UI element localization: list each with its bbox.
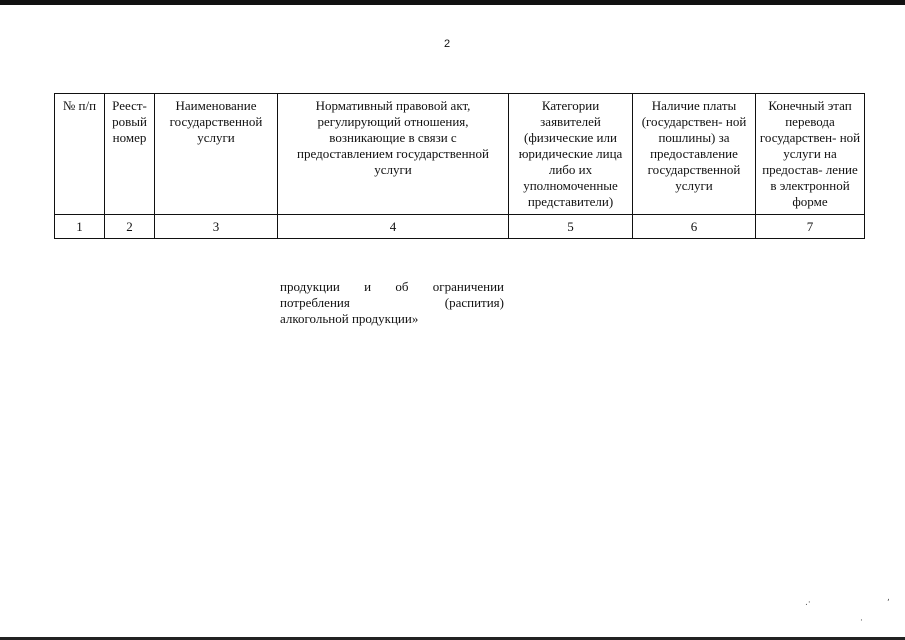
header-fee: Наличие платы (государствен- ной пошлины) за предоставление государственной услуги xyxy=(633,94,756,215)
page-number: 2 xyxy=(444,38,451,50)
header-legal-act: Нормативный правовой акт, регулирующий отношения, возникающие в связи с предоставлением государственной услуги xyxy=(278,94,509,215)
continuation-line: продукции и об ограничении xyxy=(280,279,504,294)
column-number-cell: 6 xyxy=(633,215,756,239)
scan-speck: , xyxy=(887,593,890,603)
header-applicant-categories: Категории заявителей (физические или юридические лица либо их уполномоченные представители) xyxy=(509,94,633,215)
column-number-cell: 2 xyxy=(105,215,155,239)
header-number: № п/п xyxy=(55,94,105,215)
header-registry-number: Реест- ровый номер xyxy=(105,94,155,215)
top-border-rule xyxy=(0,0,905,5)
scan-speck: · xyxy=(860,616,863,626)
column-number-cell: 5 xyxy=(509,215,633,239)
column-number-cell: 7 xyxy=(756,215,865,239)
column-number-cell: 1 xyxy=(55,215,105,239)
continuation-line: потребления (распития) xyxy=(280,295,504,310)
services-table xyxy=(54,93,865,239)
table-header-row xyxy=(55,94,865,215)
column-numbers-row xyxy=(55,215,865,239)
header-service-name: Наименование государственной услуги xyxy=(155,94,278,215)
continuation-line: алкогольной продукции» xyxy=(280,311,419,326)
header-final-stage: Конечный этап перевода государствен- ной услуги на предостав- ление в электронной форме xyxy=(756,94,865,215)
column-number-cell: 4 xyxy=(278,215,509,239)
column-number-cell: 3 xyxy=(155,215,278,239)
scan-speck: .· xyxy=(805,598,811,608)
continuation-text xyxy=(280,279,504,327)
